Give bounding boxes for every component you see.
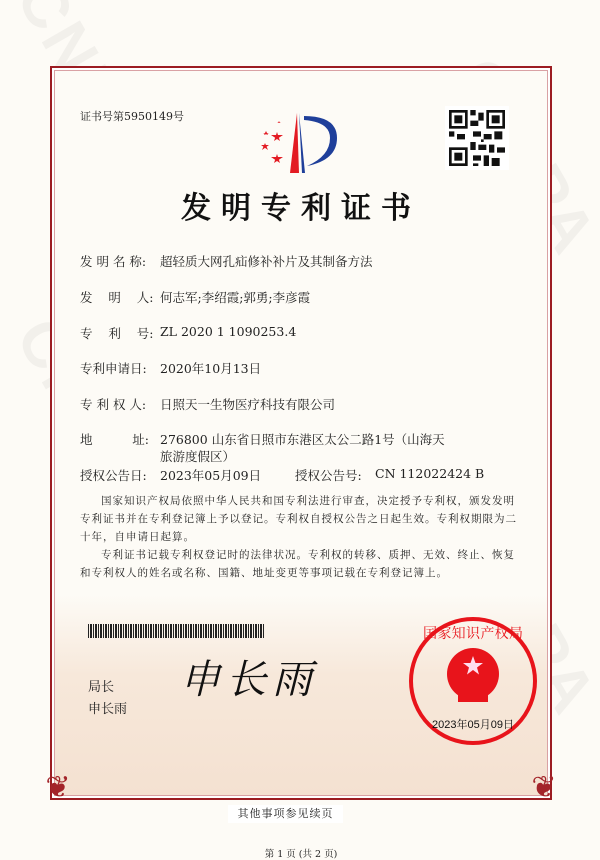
- statement-paragraph: 国家知识产权局依照中华人民共和国专利法进行审查，决定授予专利权，颁发发明专利证书并在专利登记簿上予以登记。专利权自授权公告之日起生效。专利权期限为二十年，自申请日起算。: [80, 495, 517, 543]
- seal-text: 国家知识产权局: [423, 626, 523, 642]
- field-value: 2023年05月09日: [160, 468, 262, 483]
- field-label: 地 址:: [80, 432, 149, 447]
- field-label: 专利申请日:: [80, 361, 147, 376]
- field-address: [80, 431, 450, 465]
- field-value: 日照天一生物医疗科技有限公司: [160, 397, 336, 412]
- page-number: 第 1 页 (共 2 页): [264, 849, 338, 860]
- field-label: 专 利 权 人:: [80, 397, 147, 412]
- director-name: 申长雨: [88, 702, 128, 717]
- seal-date: 2023年05月09日: [432, 719, 514, 731]
- field-value: 276800 山东省日照市东港区太公二路1号（山海天旅游度假区）: [160, 432, 445, 464]
- field-patent-number: [80, 324, 460, 342]
- field-application-date: [80, 359, 460, 377]
- field-patentee: [80, 395, 460, 413]
- field-value: ZL 2020 1 1090253.4: [160, 324, 297, 339]
- field-label: 发 明 名 称:: [80, 254, 147, 269]
- field-value: 何志军;李绍霞;郭勇;李彦霞: [160, 290, 311, 305]
- ornament-icon: ❦: [531, 770, 557, 805]
- statement-paragraph: 专利证书记载专利权登记时的法律状况。专利权的转移、质押、无效、终止、恢复和专利权人的姓名或名称、国籍、地址变更等事项记载在专利登记簿上。: [80, 549, 515, 579]
- certificate-number: 证书号第5950149号: [80, 110, 184, 123]
- field-grant-date: [80, 466, 495, 484]
- field-invention-name: [80, 252, 460, 270]
- field-label: 专 利 号:: [80, 326, 154, 341]
- field-label: 发 明 人:: [80, 290, 154, 305]
- qr-code-icon: [445, 106, 509, 170]
- director-title: 局长: [88, 680, 115, 695]
- field-value: 2020年10月13日: [160, 361, 262, 376]
- official-seal-icon: [408, 616, 538, 746]
- field-label: 授权公告号:: [295, 468, 362, 483]
- barcode-icon: [88, 624, 265, 638]
- field-value: 超轻质大网孔疝修补补片及其制备方法: [160, 254, 373, 269]
- field-value: CN 112022424 B: [375, 466, 485, 481]
- field-label: 授权公告日:: [80, 468, 147, 483]
- director-signature: 申长雨: [180, 657, 318, 703]
- field-inventors: [80, 288, 460, 306]
- certificate-title: 发明专利证书: [181, 191, 421, 226]
- footer-note: 其他事项参见续页: [228, 805, 343, 823]
- ornament-icon: ❦: [45, 770, 71, 805]
- cnipa-logo-icon: [252, 108, 342, 178]
